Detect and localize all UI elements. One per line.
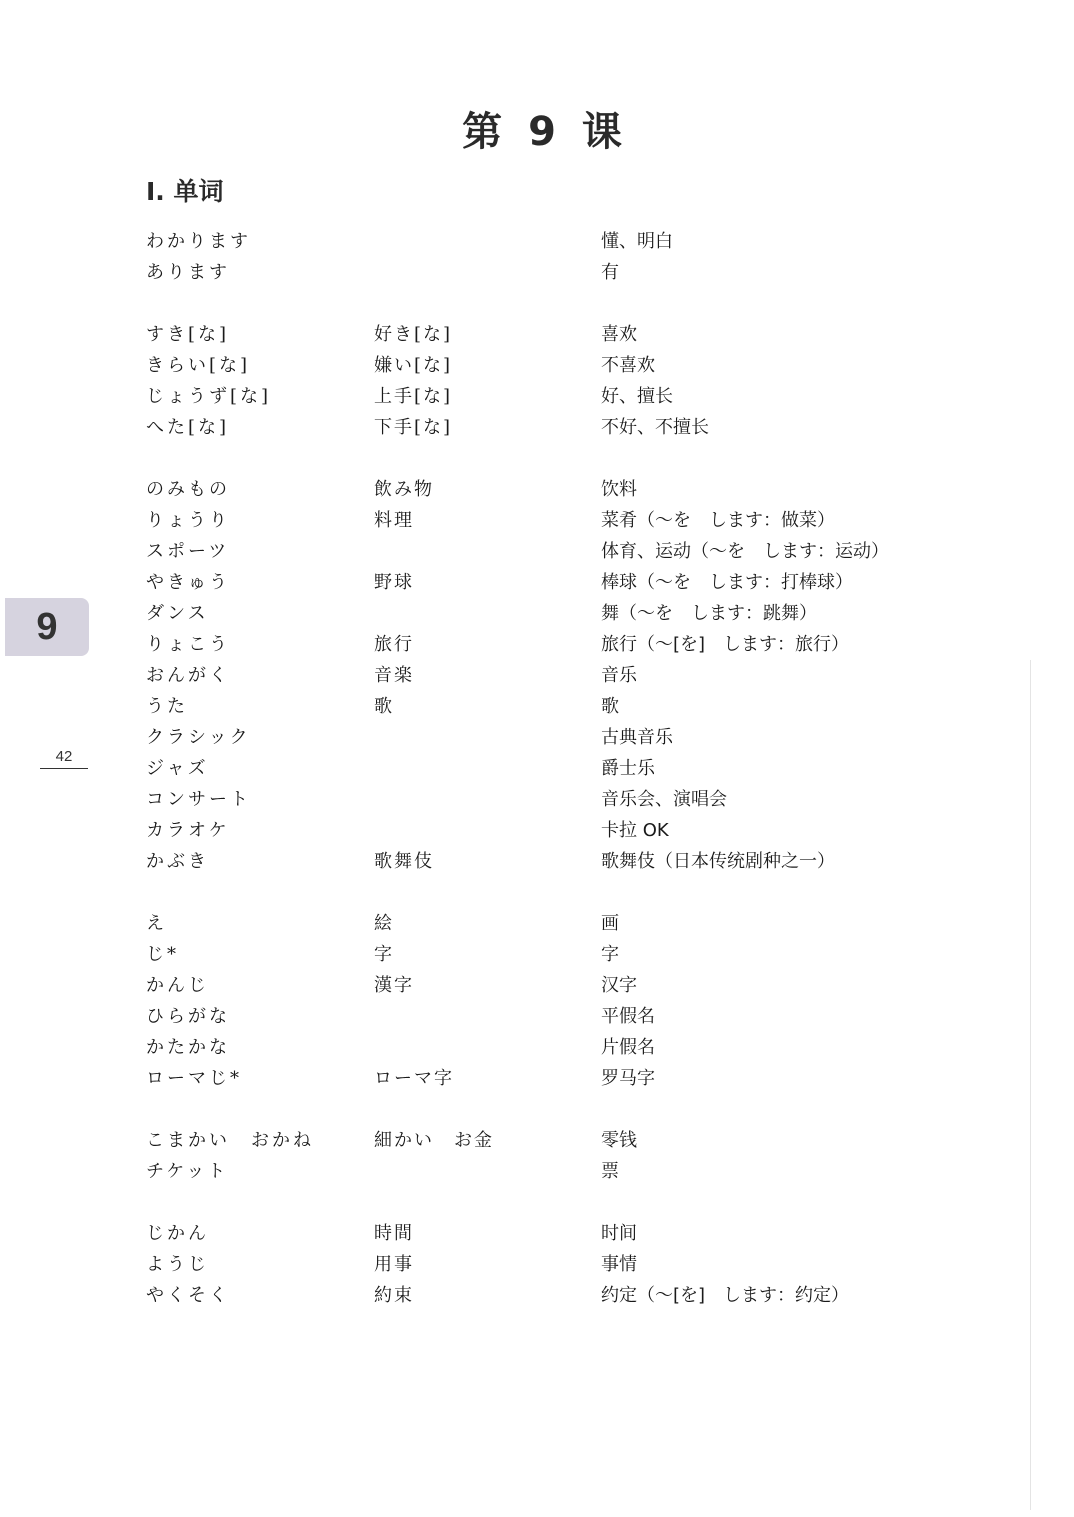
vocab-row [146, 1280, 946, 1311]
vocab-kanji: 旅行 [374, 634, 414, 655]
vocab-row [146, 598, 946, 629]
vocab-kana: こまかい おかね [146, 1130, 314, 1151]
vocab-row [146, 1156, 946, 1187]
vocab-row [146, 381, 946, 412]
chapter-tab: 9 [5, 598, 89, 656]
vocab-kanji: 上手[な] [374, 386, 453, 407]
vocab-kana: やくそく [146, 1285, 230, 1306]
vocab-row [146, 536, 946, 567]
vocab-meaning: 不好、不擅长 [601, 417, 709, 438]
vocab-kana: やきゅう [146, 572, 230, 593]
vocab-kana: のみもの [146, 479, 230, 500]
vocab-kanji: 字 [374, 944, 394, 965]
page-edge-line [1030, 660, 1031, 1510]
vocab-meaning: 喜欢 [601, 324, 637, 345]
vocab-kanji: 野球 [374, 572, 414, 593]
vocab-kana: うた [146, 696, 188, 717]
vocab-meaning: 有 [601, 262, 619, 283]
vocab-meaning: 舞（～を します：跳舞） [601, 603, 817, 624]
vocab-meaning: 不喜欢 [601, 355, 655, 376]
vocab-kana: りょこう [146, 634, 230, 655]
vocab-row [146, 412, 946, 443]
vocab-meaning: 音乐会、演唱会 [601, 789, 727, 810]
vocab-kana: すき[な] [146, 324, 230, 345]
vocab-kana: じ* [146, 944, 179, 965]
vocab-kana: わかります [146, 231, 251, 252]
vocab-kana: りょうり [146, 510, 230, 531]
row-spacer [146, 1187, 946, 1218]
vocab-meaning: 菜肴（～を します：做菜） [601, 510, 835, 531]
vocab-row [146, 629, 946, 660]
row-spacer [146, 1094, 946, 1125]
vocab-kana: あります [146, 262, 230, 283]
vocab-kanji: 歌舞伎 [374, 851, 434, 872]
vocab-row [146, 226, 946, 257]
vocab-row [146, 567, 946, 598]
vocab-meaning: 体育、运动（～を します：运动） [601, 541, 889, 562]
vocab-row [146, 939, 946, 970]
vocab-meaning: 约定（～[を] します：约定） [601, 1285, 850, 1306]
vocab-kana: ダンス [146, 603, 209, 624]
vocab-meaning: 好、擅长 [601, 386, 673, 407]
vocab-meaning: 平假名 [601, 1006, 655, 1027]
vocab-kana: ようじ [146, 1254, 209, 1275]
vocab-row [146, 784, 946, 815]
vocab-row [146, 350, 946, 381]
vocab-row [146, 908, 946, 939]
vocab-row [146, 257, 946, 288]
vocab-meaning: 事情 [601, 1254, 637, 1275]
vocab-kana: かたかな [146, 1037, 230, 1058]
vocab-row [146, 846, 946, 877]
vocabulary-list [146, 226, 946, 1311]
vocab-row [146, 1063, 946, 1094]
vocab-kana: ジャズ [146, 758, 209, 779]
vocab-kana: え [146, 913, 167, 934]
vocab-meaning: 棒球（～を します：打棒球） [601, 572, 853, 593]
row-spacer [146, 443, 946, 474]
vocab-row [146, 753, 946, 784]
vocab-kanji: 細かい お金 [374, 1130, 494, 1151]
vocab-kana: ローマじ* [146, 1068, 242, 1089]
vocab-kanji: 歌 [374, 696, 394, 717]
vocab-meaning: 音乐 [601, 665, 637, 686]
lesson-title: 第 9 课 [462, 109, 628, 155]
vocab-kana: スポーツ [146, 541, 230, 562]
vocab-kanji: 下手[な] [374, 417, 453, 438]
vocab-row [146, 319, 946, 350]
vocab-row [146, 691, 946, 722]
vocab-row [146, 1032, 946, 1063]
vocab-meaning: 汉字 [601, 975, 637, 996]
vocab-meaning: 歌舞伎（日本传统剧种之一） [601, 851, 835, 872]
vocab-row [146, 970, 946, 1001]
row-spacer [146, 288, 946, 319]
vocab-meaning: 旅行（～[を] します：旅行） [601, 634, 850, 655]
vocab-kanji: 飲み物 [374, 479, 434, 500]
row-spacer [146, 877, 946, 908]
vocab-meaning: 票 [601, 1161, 619, 1182]
vocab-kana: クラシック [146, 727, 251, 748]
vocab-row [146, 722, 946, 753]
vocab-row [146, 474, 946, 505]
page-number: 42 [40, 748, 88, 769]
vocab-kana: へた[な] [146, 417, 230, 438]
vocab-row [146, 1125, 946, 1156]
vocab-kana: かんじ [146, 975, 209, 996]
vocab-kanji: 料理 [374, 510, 414, 531]
section-title: I. 单词 [146, 177, 224, 206]
vocab-kanji: 用事 [374, 1254, 414, 1275]
vocab-kana: チケット [146, 1161, 229, 1182]
vocab-kana: きらい[な] [146, 355, 251, 376]
vocab-kana: じょうず[な] [146, 386, 272, 407]
vocab-kana: コンサート [146, 789, 251, 810]
vocab-meaning: 卡拉 OK [601, 820, 669, 841]
vocab-kana: ひらがな [146, 1006, 230, 1027]
vocab-row [146, 1249, 946, 1280]
vocab-kanji: 漢字 [374, 975, 414, 996]
vocab-meaning: 爵士乐 [601, 758, 655, 779]
vocab-kanji: 好き[な] [374, 324, 453, 345]
vocab-kanji: 約束 [374, 1285, 414, 1306]
vocab-row [146, 815, 946, 846]
vocab-meaning: 歌 [601, 696, 619, 717]
vocab-kanji: 音楽 [374, 665, 414, 686]
vocab-kana: カラオケ [146, 820, 230, 841]
vocab-row [146, 1218, 946, 1249]
vocab-kana: おんがく [146, 665, 230, 686]
vocab-row [146, 1001, 946, 1032]
vocab-kana: かぶき [146, 851, 209, 872]
vocab-row [146, 660, 946, 691]
vocab-kanji: 絵 [374, 913, 394, 934]
vocab-kana: じかん [146, 1223, 209, 1244]
vocab-meaning: 懂、明白 [601, 231, 673, 252]
vocab-meaning: 时间 [601, 1223, 637, 1244]
vocab-meaning: 罗马字 [601, 1068, 655, 1089]
vocab-kanji: 時間 [374, 1223, 414, 1244]
vocab-kanji: ローマ字 [374, 1068, 454, 1089]
vocab-meaning: 饮料 [601, 479, 637, 500]
vocab-row [146, 505, 946, 536]
vocab-kanji: 嫌い[な] [374, 355, 453, 376]
vocab-meaning: 片假名 [601, 1037, 655, 1058]
vocab-meaning: 字 [601, 944, 619, 965]
vocab-meaning: 古典音乐 [601, 727, 673, 748]
vocab-meaning: 零钱 [601, 1130, 637, 1151]
vocab-meaning: 画 [601, 913, 619, 934]
